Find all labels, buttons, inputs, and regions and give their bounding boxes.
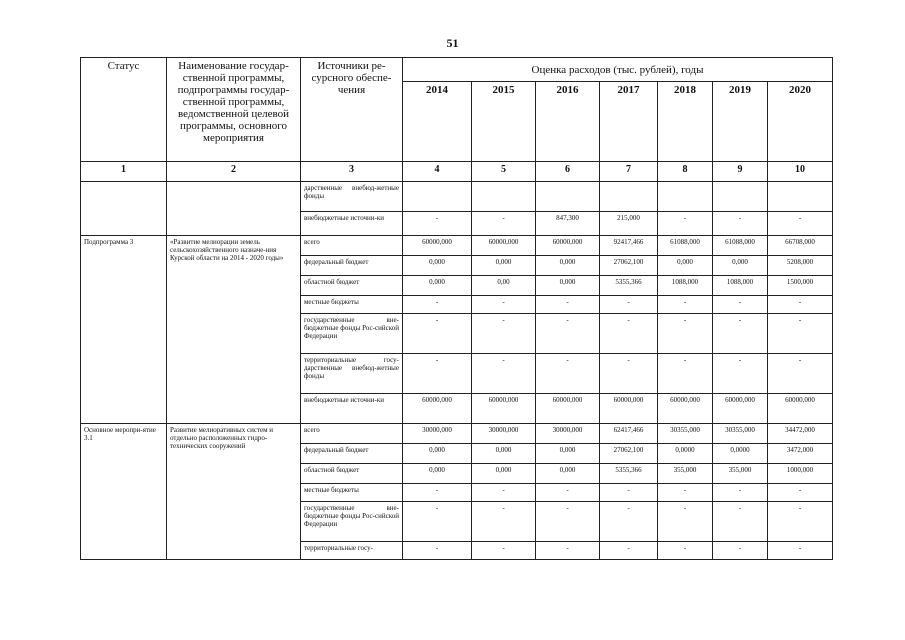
value-cell: - — [472, 296, 536, 314]
column-number: 9 — [713, 162, 768, 182]
value-cell: 215,000 — [600, 212, 658, 236]
column-number: 6 — [536, 162, 600, 182]
column-number: 3 — [301, 162, 403, 182]
value-cell: 60000,000 — [600, 394, 658, 424]
value-cell: 355,000 — [713, 464, 768, 484]
value-cell: 30000,000 — [403, 424, 472, 444]
value-cell: 60000,000 — [472, 394, 536, 424]
value-cell: 30000,000 — [536, 424, 600, 444]
value-cell: 0,000 — [658, 256, 713, 276]
value-cell: 0,000 — [403, 276, 472, 296]
value-cell: 0,0000 — [713, 444, 768, 464]
source-cell: областной бюджет — [301, 276, 403, 296]
program-name-cell: «Развитие мелиорации земель сельскохозяйственного назначе-ния Курской области на 2014 - 2020 годы» — [167, 236, 301, 424]
value-cell: - — [658, 212, 713, 236]
value-cell — [713, 182, 768, 212]
value-cell: - — [658, 314, 713, 354]
value-cell: - — [600, 354, 658, 394]
value-cell: 30355,000 — [658, 424, 713, 444]
value-cell: 30355,000 — [713, 424, 768, 444]
value-cell — [403, 182, 472, 212]
value-cell: - — [600, 296, 658, 314]
value-cell: 1500,000 — [768, 276, 833, 296]
value-cell — [658, 182, 713, 212]
value-cell: 1088,000 — [658, 276, 713, 296]
value-cell: - — [658, 502, 713, 542]
table-row — [81, 182, 833, 212]
value-cell: 60000,000 — [658, 394, 713, 424]
header-program-name: Наименование государ-ственной программы, подпрограммы государ-ственной программы, ведомственной целевой программы, основного мероприятия — [167, 58, 301, 162]
page-number: 51 — [446, 36, 459, 50]
value-cell: - — [768, 354, 833, 394]
source-cell: федеральный бюджет — [301, 444, 403, 464]
source-cell: территориальные госу- — [301, 542, 403, 560]
value-cell: 5208,000 — [768, 256, 833, 276]
header-year: 2018 — [658, 82, 713, 162]
source-cell: всего — [301, 424, 403, 444]
value-cell: 847,300 — [536, 212, 600, 236]
value-cell: - — [403, 354, 472, 394]
value-cell: - — [403, 314, 472, 354]
value-cell: - — [658, 542, 713, 560]
value-cell: - — [472, 502, 536, 542]
value-cell: 0,000 — [472, 256, 536, 276]
source-cell: внебюджетные источни-ки — [301, 394, 403, 424]
value-cell: - — [713, 212, 768, 236]
value-cell: - — [536, 296, 600, 314]
value-cell: - — [536, 502, 600, 542]
value-cell: 355,000 — [658, 464, 713, 484]
value-cell: 0,00 — [472, 276, 536, 296]
value-cell: - — [768, 542, 833, 560]
value-cell: - — [600, 502, 658, 542]
header-year: 2016 — [536, 82, 600, 162]
value-cell: - — [403, 484, 472, 502]
value-cell: 60000,000 — [536, 394, 600, 424]
value-cell: - — [536, 542, 600, 560]
status-cell: Подпрограмма 3 — [81, 236, 167, 424]
column-number: 2 — [167, 162, 301, 182]
column-number: 8 — [658, 162, 713, 182]
source-cell: всего — [301, 236, 403, 256]
status-cell: Основное меропри-ятие 3.1 — [81, 424, 167, 560]
value-cell: - — [472, 542, 536, 560]
value-cell: - — [403, 212, 472, 236]
header-year: 2014 — [403, 82, 472, 162]
source-cell: местные бюджеты — [301, 484, 403, 502]
value-cell: 0,000 — [536, 276, 600, 296]
value-cell: - — [768, 314, 833, 354]
value-cell: - — [403, 542, 472, 560]
value-cell: 0,0000 — [658, 444, 713, 464]
value-cell: - — [713, 502, 768, 542]
table-row — [81, 236, 833, 256]
value-cell: - — [713, 314, 768, 354]
value-cell: - — [403, 296, 472, 314]
value-cell: - — [768, 296, 833, 314]
header-sources: Источники ре-сурсного обеспе-чения — [301, 58, 403, 162]
value-cell: - — [658, 296, 713, 314]
value-cell: - — [536, 354, 600, 394]
column-number: 7 — [600, 162, 658, 182]
value-cell: - — [536, 484, 600, 502]
value-cell: 5355,366 — [600, 464, 658, 484]
value-cell: 61088,000 — [658, 236, 713, 256]
column-number: 10 — [768, 162, 833, 182]
value-cell: 92417,466 — [600, 236, 658, 256]
source-cell: государственные вне-бюджетные фонды Рос-сийской Федерации — [301, 314, 403, 354]
value-cell: - — [600, 484, 658, 502]
value-cell: - — [536, 314, 600, 354]
value-cell: - — [713, 484, 768, 502]
status-cell — [81, 182, 167, 236]
value-cell: - — [600, 542, 658, 560]
value-cell: 0,000 — [472, 464, 536, 484]
value-cell — [600, 182, 658, 212]
value-cell: 1088,000 — [713, 276, 768, 296]
header-year: 2019 — [713, 82, 768, 162]
value-cell — [768, 182, 833, 212]
value-cell: 1000,000 — [768, 464, 833, 484]
value-cell: 0,000 — [536, 444, 600, 464]
value-cell: - — [768, 484, 833, 502]
value-cell: - — [472, 484, 536, 502]
value-cell: 0,000 — [536, 464, 600, 484]
value-cell: 0,000 — [472, 444, 536, 464]
value-cell: - — [713, 296, 768, 314]
value-cell: 0,000 — [713, 256, 768, 276]
source-cell: территориальные госу-дарственные внебюд-жетные фонды — [301, 354, 403, 394]
value-cell: - — [768, 502, 833, 542]
value-cell: - — [600, 314, 658, 354]
value-cell: 5355,366 — [600, 276, 658, 296]
source-cell: местные бюджеты — [301, 296, 403, 314]
value-cell: 30000,000 — [472, 424, 536, 444]
source-cell: областной бюджет — [301, 464, 403, 484]
value-cell: - — [472, 212, 536, 236]
header-cost-estimate: Оценка расходов (тыс. рублей), годы — [403, 58, 833, 82]
value-cell — [472, 182, 536, 212]
program-name-cell: Развитие мелиоративных систем и отдельно расположенных гидро-технических сооружений — [167, 424, 301, 560]
value-cell: 34472,000 — [768, 424, 833, 444]
value-cell: 61088,000 — [713, 236, 768, 256]
value-cell: 62417,466 — [600, 424, 658, 444]
budget-table — [80, 57, 833, 560]
value-cell: - — [713, 542, 768, 560]
header-status: Статус — [81, 58, 167, 162]
value-cell: 27062,100 — [600, 444, 658, 464]
value-cell: - — [472, 314, 536, 354]
value-cell: 0,000 — [536, 256, 600, 276]
value-cell: - — [658, 484, 713, 502]
value-cell: 3472,000 — [768, 444, 833, 464]
source-cell: федеральный бюджет — [301, 256, 403, 276]
source-cell: внебюджетные источни-ки — [301, 212, 403, 236]
value-cell: 60000,000 — [403, 236, 472, 256]
source-cell: государственные вне-бюджетные фонды Рос-сийской Федерации — [301, 502, 403, 542]
value-cell — [536, 182, 600, 212]
table-row — [81, 424, 833, 444]
source-cell: дарственные внебюд-жетные фонды — [301, 182, 403, 212]
header-year: 2020 — [768, 82, 833, 162]
value-cell: - — [658, 354, 713, 394]
value-cell: 0,000 — [403, 464, 472, 484]
value-cell: 60000,000 — [536, 236, 600, 256]
column-number: 5 — [472, 162, 536, 182]
value-cell: 27062,100 — [600, 256, 658, 276]
header-year: 2017 — [600, 82, 658, 162]
header-year: 2015 — [472, 82, 536, 162]
value-cell: 60000,000 — [472, 236, 536, 256]
value-cell: - — [472, 354, 536, 394]
value-cell: - — [713, 354, 768, 394]
value-cell: 66708,000 — [768, 236, 833, 256]
value-cell: 0,000 — [403, 444, 472, 464]
value-cell: 60000,000 — [713, 394, 768, 424]
program-name-cell — [167, 182, 301, 236]
table-body — [81, 162, 833, 560]
column-number: 1 — [81, 162, 167, 182]
value-cell: 60000,000 — [768, 394, 833, 424]
value-cell: 0,000 — [403, 256, 472, 276]
column-number: 4 — [403, 162, 472, 182]
value-cell: 60000,000 — [403, 394, 472, 424]
column-number-row — [81, 162, 833, 182]
value-cell: - — [403, 502, 472, 542]
value-cell: - — [768, 212, 833, 236]
